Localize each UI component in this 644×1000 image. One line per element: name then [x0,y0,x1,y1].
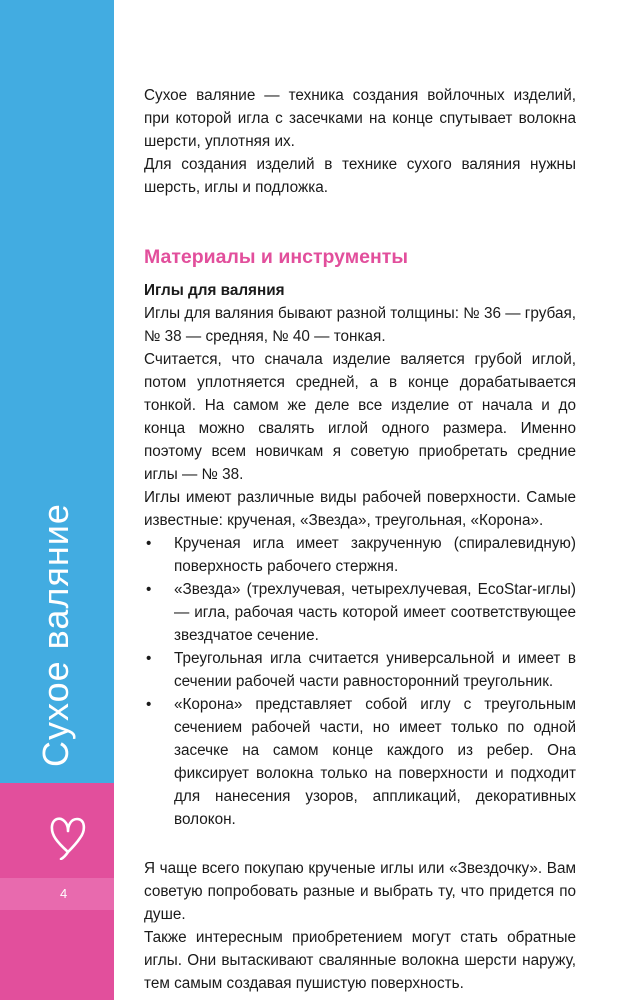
list-item [144,647,576,693]
bullet-icon: • [146,535,152,552]
bullet-icon: • [146,696,152,713]
list-item-text: «Корона» представляет собой иглу с треугольным сечением рабочей части, но имеет только по одной засечке на самом конце каждого из ребер. Она фиксирует волокна только на поверхности и подходит для нанесения узоров, аппликаций, декоративных волокон. [174,696,576,828]
list-item [144,532,576,578]
page-number: 4 [60,886,68,901]
list-item-text: «Звезда» (трехлучевая, четырехлучевая, EcoStar-иглы) — игла, рабочая часть которой имеет соответствующее звездчатое сечение. [174,581,576,644]
heart-outline-icon [48,808,88,860]
materials-section [144,244,576,831]
page-number-tab [0,878,114,910]
intro-paragraph: Сухое валяние — техника создания войлочных изделий, при которой игла с засечками на конце спутывает волокна шерсти, уплотняя их. [144,87,576,150]
subheading: Иглы для валяния [144,282,285,299]
list-item [144,693,576,831]
bullet-icon: • [146,650,152,667]
body-paragraph: Также интересным приобретением могут стать обратные иглы. Они вытаскивают свалянные волокна шерсти наружу, тем самым создавая пушистую поверхность. [144,929,576,992]
chapter-title-vertical: Сухое валяние [35,503,76,767]
body-paragraph: Считается, что сначала изделие валяется грубой иглой, потом уплотняется средней, а в конце дорабатывается тонкой. На самом же деле все изделие от начала и до конца можно свалять иглой одного размера. Именно поэтому всем новичкам я советую приобретать средние иглы — № 38. [144,351,576,483]
section-title: Материалы и инструменты [144,246,408,268]
spacer [144,831,576,857]
list-item [144,578,576,647]
body-paragraph: Иглы для валяния бывают разной толщины: № 36 — грубая, № 38 — средняя, № 40 — тонкая. [144,305,576,345]
body-paragraph: Иглы имеют различные виды рабочей поверхности. Самые известные: крученая, «Звезда», треугольная, «Корона». [144,489,576,529]
intro-section [144,84,576,199]
body-paragraph: Я чаще всего покупаю крученые иглы или «Звездочку». Вам советую попробовать разные и выбрать ту, что придется по душе. [144,860,576,923]
intro-paragraph: Для создания изделий в технике сухого валяния нужны шерсть, иглы и подложка. [144,156,576,196]
list-item-text: Крученая игла имеет закрученную (спиралевидную) поверхность рабочего стержня. [174,535,576,575]
outro-section [144,857,576,995]
spacer [144,199,576,244]
list-item-text: Треугольная игла считается универсальной и имеет в сечении рабочей части равносторонний треугольник. [174,650,576,690]
bullet-icon: • [146,581,152,598]
page-content [144,84,576,995]
needle-types-list [144,532,576,831]
